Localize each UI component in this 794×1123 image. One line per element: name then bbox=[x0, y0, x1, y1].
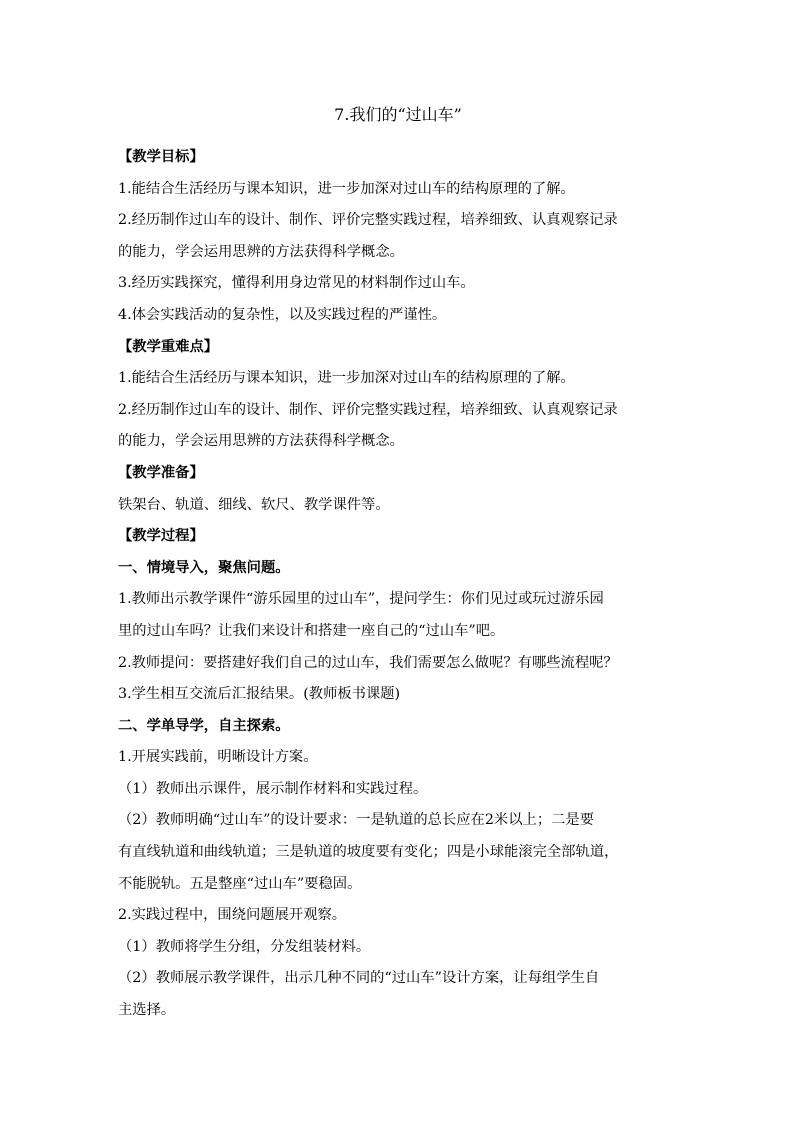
text-line: 里的过山车吗？让我们来设计和搭建一座自己的“过山车”吧。 bbox=[118, 622, 505, 639]
text-line: 3.学生相互交流后汇报结果。(教师板书课题) bbox=[118, 686, 401, 703]
text-line: 不能脱轨。五是整座“过山车”要稳固。 bbox=[118, 875, 362, 892]
text-line: 1.开展实践前，明晰设计方案。 bbox=[118, 749, 318, 766]
text-line: 主选择。 bbox=[118, 1002, 176, 1019]
text-line: 2.经历制作过山车的设计、制作、评价完整实践过程，培养细致、认真观察记录 bbox=[118, 212, 618, 229]
text-line: （2）教师明确“过山车”的设计要求：一是轨道的总长应在2米以上；二是要 bbox=[118, 812, 595, 829]
text-line: 有直线轨道和曲线轨道；三是轨道的坡度要有变化；四是小球能滚完全部轨道， bbox=[118, 844, 619, 861]
text-line: 铁架台、轨道、细线、软尺、教学课件等。 bbox=[118, 496, 390, 513]
text-line: 4.体会实践活动的复杂性，以及实践过程的严谨性。 bbox=[118, 306, 447, 323]
section-heading: 二、学单导学，自主探索。 bbox=[118, 717, 290, 734]
text-line: 1.能结合生活经历与课本知识，进一步加深对过山车的结构原理的了解。 bbox=[118, 370, 575, 387]
section-heading: 【教学目标】 bbox=[118, 149, 204, 165]
text-line: 2.经历制作过山车的设计、制作、评价完整实践过程，培养细致、认真观察记录 bbox=[118, 401, 618, 418]
text-line: 的能力，学会运用思辨的方法获得科学概念。 bbox=[118, 433, 404, 450]
document-title: 7.我们的“过山车” bbox=[334, 105, 462, 124]
section-heading: 【教学重难点】 bbox=[118, 338, 219, 355]
text-line: （1）教师将学生分组，分发组装材料。 bbox=[118, 938, 371, 955]
section-heading: 一、情境导入，聚焦问题。 bbox=[118, 559, 290, 576]
text-line: 1.能结合生活经历与课本知识，进一步加深对过山车的结构原理的了解。 bbox=[118, 180, 575, 197]
text-line: （2）教师展示教学课件，出示几种不同的“过山车”设计方案，让每组学生自 bbox=[118, 970, 600, 987]
text-line: 的能力，学会运用思辨的方法获得科学概念。 bbox=[118, 243, 404, 260]
text-line: 3.经历实践探究，懂得利用身边常见的材料制作过山车。 bbox=[118, 275, 475, 292]
document-body bbox=[118, 142, 678, 1027]
text-line: 2.实践过程中，围绕问题展开观察。 bbox=[118, 907, 347, 924]
document-page bbox=[118, 104, 678, 1027]
text-line: 1.教师出示教学课件“游乐园里的过山车”，提问学生：你们见过或玩过游乐园 bbox=[118, 591, 604, 608]
section-heading: 【教学过程】 bbox=[118, 528, 204, 545]
section-heading: 【教学准备】 bbox=[118, 464, 204, 481]
text-line: （1）教师出示课件，展示制作材料和实践过程。 bbox=[118, 780, 428, 797]
text-line: 2.教师提问：要搭建好我们自己的过山车，我们需要怎么做呢？有哪些流程呢？ bbox=[118, 654, 618, 671]
